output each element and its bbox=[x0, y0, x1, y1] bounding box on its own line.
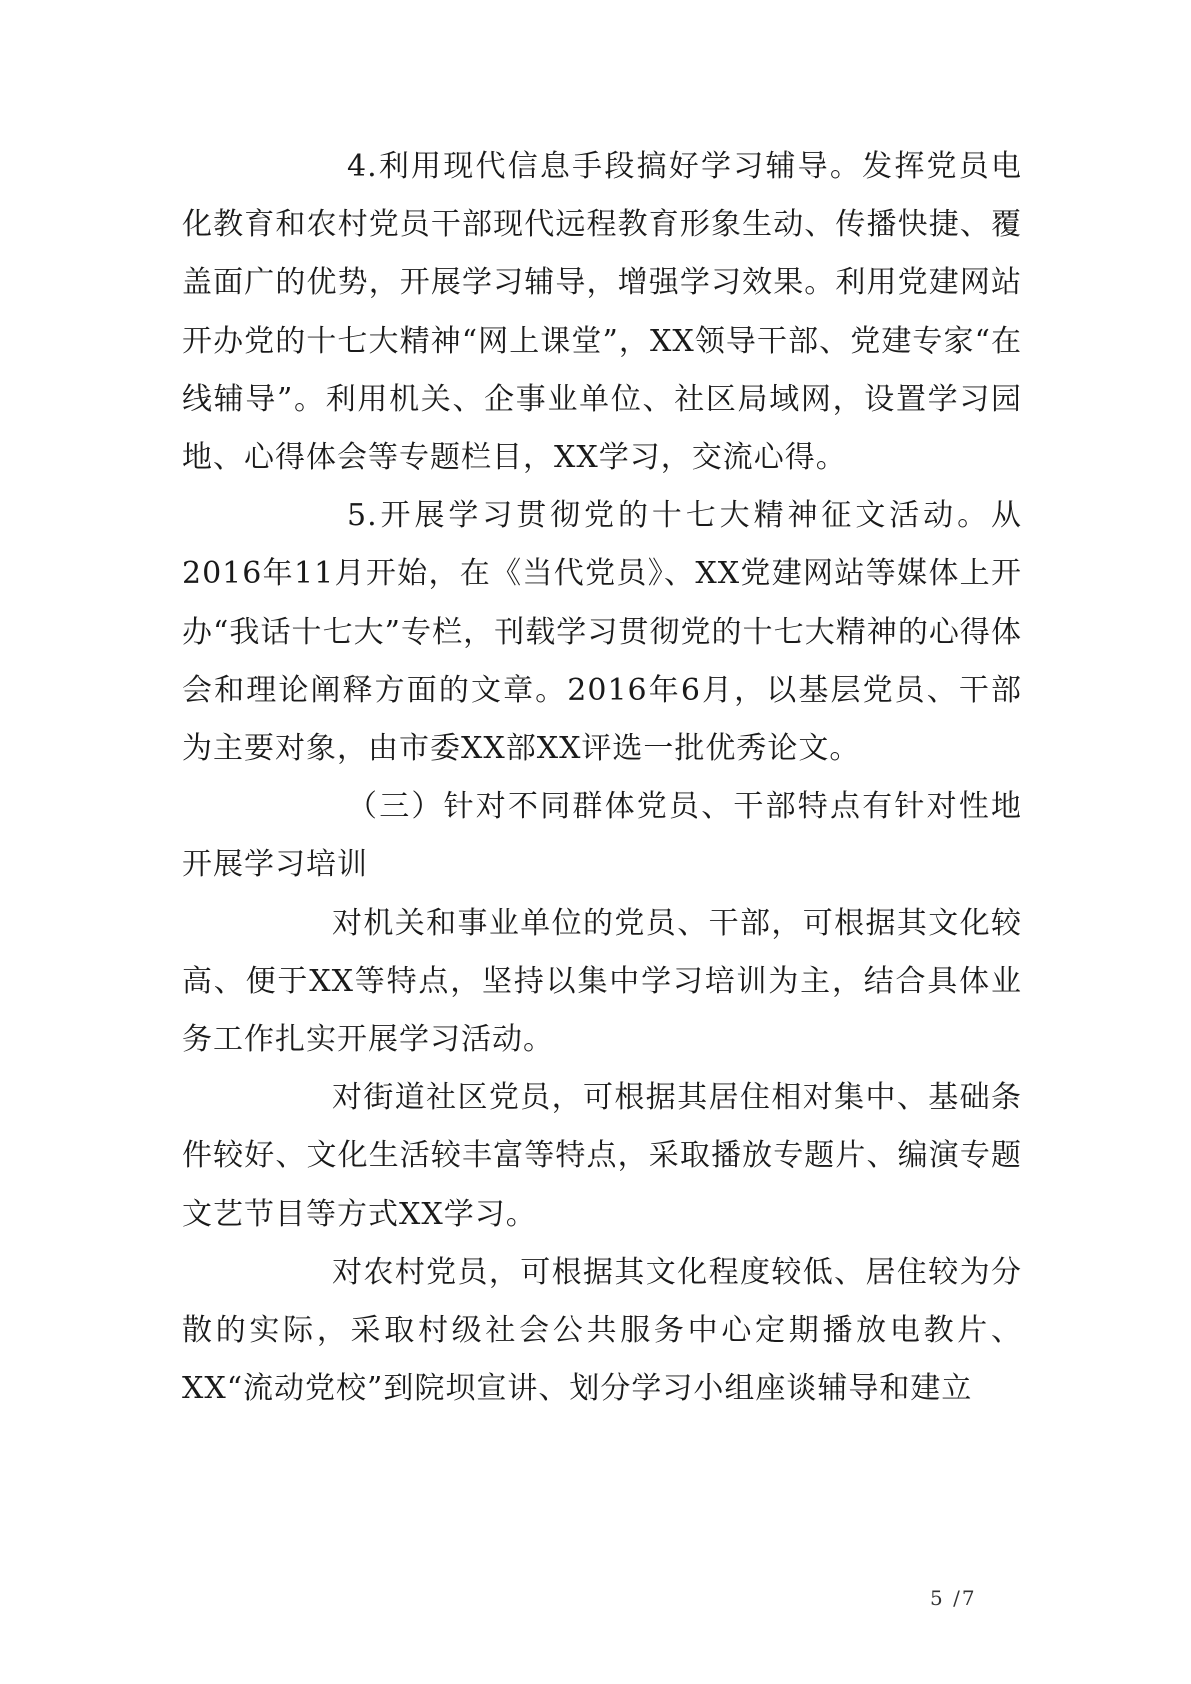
paragraph-agencies: 对机关和事业单位的党员、干部，可根据其文化较高、便于XX等特点，坚持以集中学习培训为主，结合具体业务工作扎实开展学习活动。 bbox=[182, 905, 1022, 1058]
paragraph-communities: 对街道社区党员，可根据其居住相对集中、基础条件较好、文化生活较丰富等特点，采取播放专题片、编演专题文艺节目等方式XX学习。 bbox=[182, 1080, 1022, 1232]
page-number: 5 /7 bbox=[930, 1586, 977, 1610]
paragraph-5: 5.开展学习贯彻党的十七大精神征文活动。从2016年11月开始，在《当代党员》、XX党建网站等媒体上开办“我话十七大”专栏，刊载学习贯彻党的十七大精神的心得体会和理论阐释方面的文章。2016年6月，以基层党员、干部为主要对象，由市委XX部XX评选一批优秀论文。 bbox=[182, 498, 1022, 767]
paragraph-rural: 对农村党员，可根据其文化程度较低、居住较为分散的实际，采取村级社会公共服务中心定期播放电教片、XX“流动党校”到院坝宣讲、划分学习小组座谈辅导和建立 bbox=[182, 1254, 1022, 1407]
section-heading-3: （三）针对不同群体党员、干部特点有针对性地开展学习培训 bbox=[182, 789, 1022, 883]
paragraph-4: 4.利用现代信息手段搞好学习辅导。发挥党员电化教育和农村党员干部现代远程教育形象生动、传播快捷、覆盖面广的优势，开展学习辅导，增强学习效果。利用党建网站开办党的十七大精神“网上课堂”，XX领导干部、党建专家“在线辅导”。利用机关、企事业单位、社区局域网，设置学习园地、心得体会等专题栏目，XX学习，交流心得。 bbox=[182, 149, 1022, 476]
document-body bbox=[182, 138, 1022, 1418]
